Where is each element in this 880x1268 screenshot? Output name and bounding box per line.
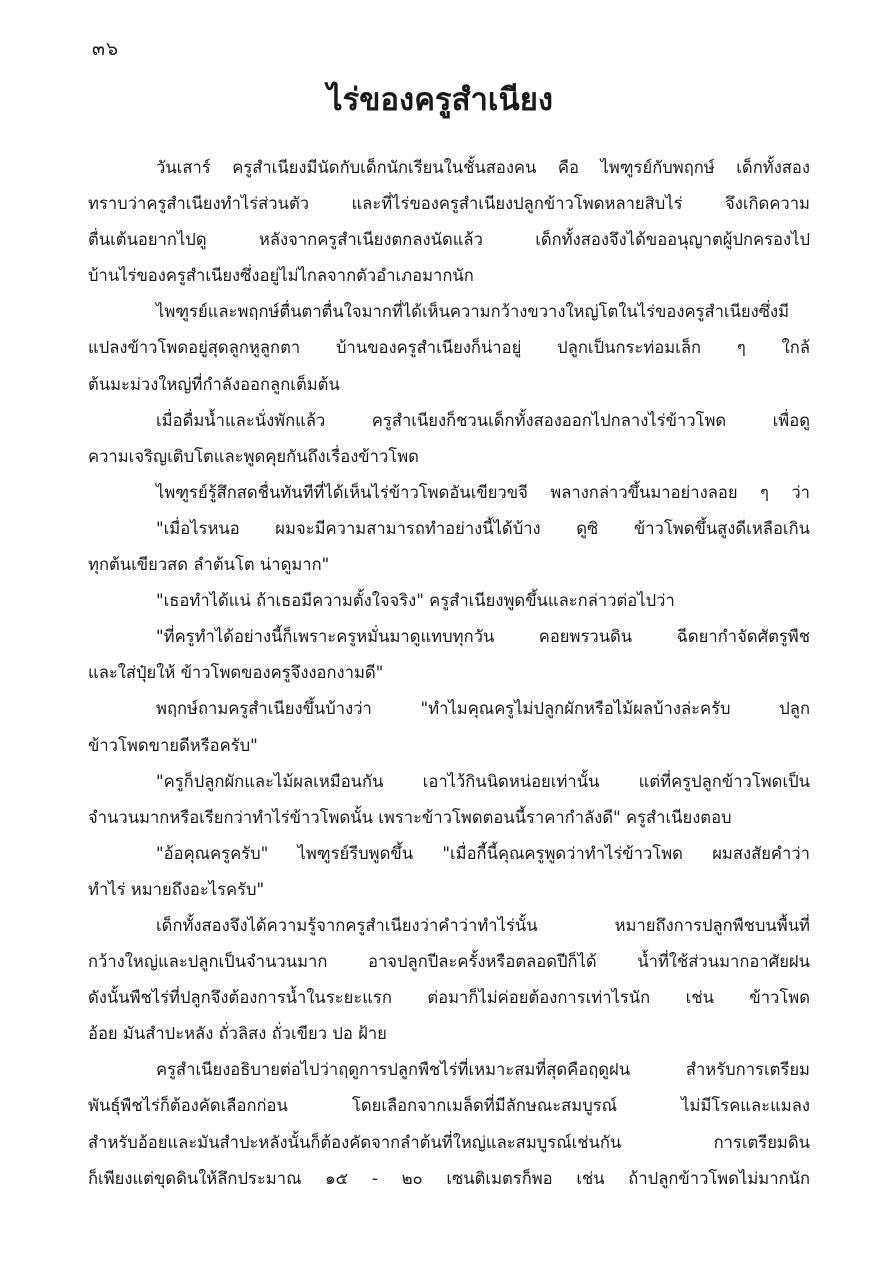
text-line: ทำไร่ หมายถึงอะไรครับ" xyxy=(88,879,265,899)
text-line: ทราบว่าครูสำเนียงทำไร่ส่วนตัว และที่ไร่ของครูสำเนียงปลูกข้าวโพดหลายสิบไร่ จึงเกิดความ xyxy=(88,194,810,214)
text-line: จำนวนมากหรือเรียกว่าทำไร่ข้าวโพดนั้น เพราะข้าวโพดตอนนี้ราคากำลังดี" ครูสำเนียงตอบ xyxy=(88,807,732,827)
text-line: "เมื่อไรหนอ ผมจะมีความสามารถทำอย่างนี้ได้บ้าง ดูซิ ข้าวโพดขึ้นสูงดีเหลือเกิน xyxy=(156,518,810,538)
text-line: เมื่อดื่มน้ำและนั่งพักแล้ว ครูสำเนียงก็ชวนเด็กทั้งสองออกไปกลางไร่ข้าวโพด เพื่อดู xyxy=(156,410,810,430)
text-line: ก็เพียงแต่ขุดดินให้ลึกประมาณ ๑๕ - ๒๐ เซนติเมตรก็พอ เช่น ถ้าปลูกข้าวโพดไม่มากนัก xyxy=(88,1168,810,1188)
text-line: "เธอทำได้แน่ ถ้าเธอมีความตั้งใจจริง" ครูสำเนียงพูดขึ้นและกล่าวต่อไปว่า xyxy=(156,591,675,611)
body-text xyxy=(88,150,810,1197)
text-line: ความเจริญเติบโตและพูดคุยกันถึงเรื่องข้าวโพด xyxy=(88,446,419,466)
text-line: สำหรับอ้อยและมันสำปะหลังนั้นก็ต้องคัดจากลำต้นที่ใหญ่และสมบูรณ์เช่นกัน การเตรียมดิน xyxy=(88,1132,810,1152)
text-line: ไพฑูรย์และพฤกษ์ตื่นตาตื่นใจมากที่ได้เห็นความกว้างขวางใหญ่โตในไร่ของครูสำเนียงซึ่งมี xyxy=(156,302,790,322)
text-line: "ครูก็ปลูกผักและไม้ผลเหมือนกัน เอาไว้กินนิดหน่อยเท่านั้น แต่ที่ครูปลูกข้าวโพดเป็น xyxy=(156,771,810,791)
page-title: ไร่ของครูสำเนียง xyxy=(327,82,553,118)
text-line: วันเสาร์ ครูสำเนียงมีนัดกับเด็กนักเรียนในชั้นสองคน คือ ไพฑูรย์กับพฤกษ์ เด็กทั้งสอง xyxy=(156,158,810,177)
text-line: เด็กทั้งสองจึงได้ความรู้จากครูสำเนียงว่าคำว่าทำไร่นั้น หมายถึงการปลูกพืชบนพื้นที่ xyxy=(156,915,810,935)
text-line: อ้อย มันสำปะหลัง ถั่วลิสง ถั่วเขียว ปอ ฝ้าย xyxy=(88,1024,387,1044)
text-line: ดังนั้นพืชไร่ที่ปลูกจึงต้องการน้ำในระยะแรก ต่อมาก็ไม่ค่อยต้องการเท่าไรนัก เช่น ข้าวโพด xyxy=(88,988,810,1008)
text-line: ทุกต้นเขียวสด ลำต้นโต น่าดูมาก" xyxy=(88,555,330,575)
text-line: บ้านไร่ของครูสำเนียงซึ่งอยู่ไม่ไกลจากตัวอำเภอมากนัก xyxy=(88,266,474,286)
text-line: "ที่ครูทำได้อย่างนี้ก็เพราะครูหมั่นมาดูแทบทุกวัน คอยพรวนดิน ฉีดยากำจัดศัตรูพืช xyxy=(156,627,810,647)
text-line: พันธุ์พืชไร่ก็ต้องคัดเลือกก่อน โดยเลือกจากเมล็ดที่มีลักษณะสมบูรณ์ ไม่มีโรคและแมลง xyxy=(88,1096,810,1116)
text-line: "อ้อคุณครูครับ" ไพฑูรย์รีบพูดขึ้น "เมื่อกี้นี้คุณครูพูดว่าทำไร่ข้าวโพด ผมสงสัยคำว่า xyxy=(156,843,810,863)
text-line: พฤกษ์ถามครูสำเนียงขึ้นบ้างว่า "ทำไมคุณครูไม่ปลูกผักหรือไม้ผลบ้างล่ะครับ ปลูก xyxy=(156,699,810,719)
text-line: ต้นมะม่วงใหญ่ที่กำลังออกลูกเต็มต้น xyxy=(88,374,340,394)
text-line: ตื่นเต้นอยากไปดู หลังจากครูสำเนียงตกลงนัดแล้ว เด็กทั้งสองจึงได้ขออนุญาตผู้ปกครองไป xyxy=(88,230,810,250)
text-line: แปลงข้าวโพดอยู่สุดลูกหูลูกตา บ้านของครูสำเนียงก็น่าอยู่ ปลูกเป็นกระท่อมเล็ก ๆ ใกล้ xyxy=(88,338,810,358)
text-line: ครูสำเนียงอธิบายต่อไปว่าฤดูการปลูกพืชไร่ที่เหมาะสมที่สุดคือฤดูฝน สำหรับการเตรียม xyxy=(156,1060,810,1080)
text-line: ไพฑูรย์รู้สึกสดชื่นทันทีที่ได้เห็นไร่ข้าวโพดอันเขียวขจี พลางกล่าวขึ้นมาอย่างลอย ๆ ว่า xyxy=(156,482,810,502)
text-line: กว้างใหญ่และปลูกเป็นจำนวนมาก อาจปลูกปีละครั้งหรือตลอดปีก็ได้ น้ำที่ใช้ส่วนมากอาศัยฝน xyxy=(88,952,810,972)
text-line: และใส่ปุ๋ยให้ ข้าวโพดของครูจึงงอกงามดี" xyxy=(88,663,384,683)
page-number: ๓๖ xyxy=(92,38,120,60)
text-line: ข้าวโพดขายดีหรือครับ" xyxy=(88,735,258,755)
